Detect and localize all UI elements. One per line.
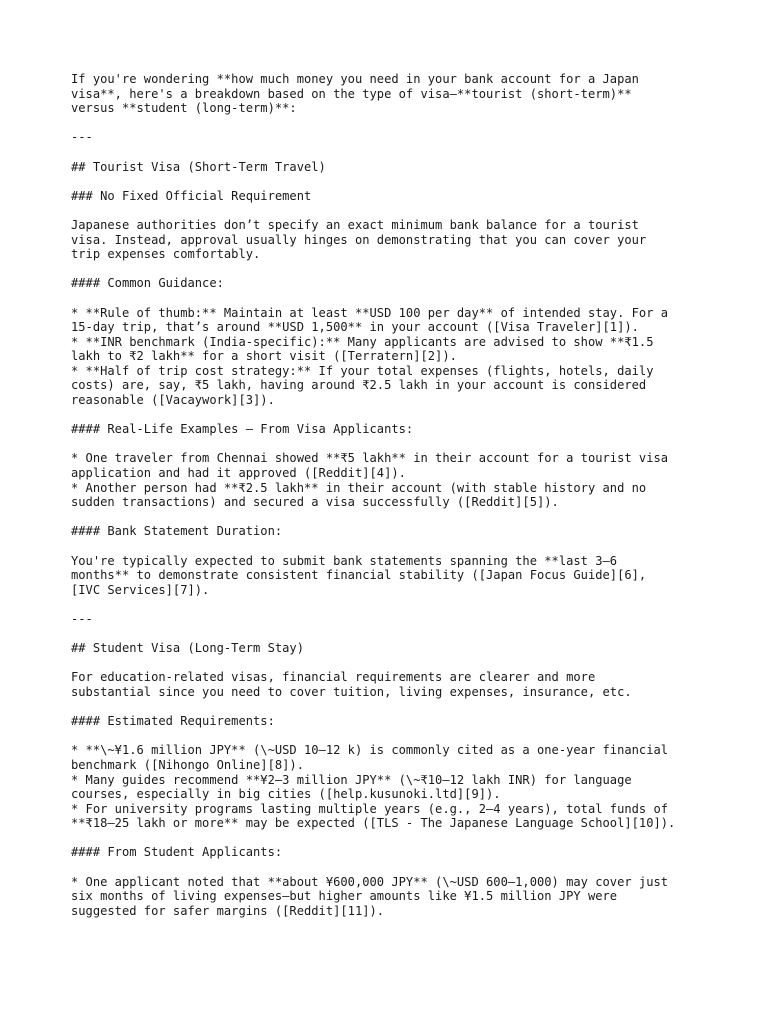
text-line: suggested for safer margins ([Reddit][11]). [71,903,385,918]
list-item: * Another person had **₹2.5 lakh** in their account (with stable history and no [71,480,647,495]
text-line: six months of living expenses—but higher amounts like ¥1.5 million JPY were [71,889,618,904]
text-line: 15-day trip, that’s around **USD 1,500** in your account ([Visa Traveler][1]). [71,320,639,335]
subsection-heading: #### Common Guidance: [71,276,224,291]
blank-line [71,656,751,671]
blank-line [71,203,751,218]
blank-line [71,437,751,452]
text-line: For education-related visas, financial requirements are clearer and more [71,670,596,685]
section-heading: ## Tourist Visa (Short-Term Travel) [71,159,326,174]
blank-line [71,539,751,554]
list-item: * **INR benchmark (India-specific):** Many applicants are advised to show **₹1.5 [71,334,654,349]
markdown-document [71,72,751,918]
blank-line [71,700,751,715]
blank-line [71,597,751,612]
text-line: sudden transactions) and secured a visa successfully ([Reddit][5]). [71,495,559,510]
list-item: * One traveler from Chennai showed **₹5 lakh** in their account for a tourist visa [71,451,669,466]
text-line: costs) are, say, ₹5 lakh, having around ₹2.5 lakh in your account is considered [71,378,647,393]
blank-line [71,408,751,423]
list-item: * For university programs lasting multiple years (e.g., 2–4 years), total funds of [71,801,669,816]
section-heading: ## Student Visa (Long-Term Stay) [71,641,304,656]
text-line: You're typically expected to submit bank statements spanning the **last 3–6 [71,553,618,568]
text-line: trip expenses comfortably. [71,247,261,262]
text-line: reasonable ([Vacaywork][3]). [71,393,275,408]
list-item: * **Rule of thumb:** Maintain at least **USD 100 per day** of intended stay. For a [71,305,669,320]
text-line: **₹18–25 lakh or more** may be expected ([TLS - The Japanese Language School][10]). [71,816,676,831]
text-line: [IVC Services][7]). [71,582,210,597]
blank-line [71,116,751,131]
blank-line [71,831,751,846]
text-line: If you're wondering **how much money you need in your bank account for a Japan [71,72,639,86]
text-line: visa**, here's a breakdown based on the type of visa—**tourist (short-term)** [71,86,632,101]
blank-line [71,627,751,642]
text-line: courses, especially in big cities ([help.kusunoki.ltd][9]). [71,787,501,802]
text-line: months** to demonstrate consistent financial stability ([Japan Focus Guide][6], [71,568,647,583]
blank-line [71,145,751,160]
subsection-heading: #### Estimated Requirements: [71,714,275,729]
text-line: versus **student (long-term)**: [71,101,297,116]
list-item: * **\~¥1.6 million JPY** (\~USD 10–12 k) is commonly cited as a one-year financial [71,743,669,758]
text-line: substantial since you need to cover tuition, living expenses, insurance, etc. [71,684,632,699]
blank-line [71,174,751,189]
blank-line [71,510,751,525]
subsection-heading: #### From Student Applicants: [71,845,283,860]
horizontal-rule: --- [71,611,93,626]
blank-line [71,860,751,875]
blank-line [71,729,751,744]
text-line: benchmark ([Nihongo Online][8]). [71,757,304,772]
list-item: * Many guides recommend **¥2–3 million JPY** (\~₹10–12 lakh INR) for language [71,772,632,787]
text-line: visa. Instead, approval usually hinges on demonstrating that you can cover your [71,232,647,247]
blank-line [71,262,751,277]
subsection-heading: #### Real-Life Examples — From Visa Applicants: [71,422,414,437]
blank-line [71,291,751,306]
subsection-heading: #### Bank Statement Duration: [71,524,283,539]
text-line: lakh to ₹2 lakh** for a short visit ([Terratern][2]). [71,349,457,364]
list-item: * **Half of trip cost strategy:** If your total expenses (flights, hotels, daily [71,363,654,378]
horizontal-rule: --- [71,130,93,145]
list-item: * One applicant noted that **about ¥600,000 JPY** (\~USD 600–1,000) may cover just [71,874,669,889]
section-subheading: ### No Fixed Official Requirement [71,188,312,203]
text-line: Japanese authorities don’t specify an exact minimum bank balance for a tourist [71,217,639,232]
text-line: application and had it approved ([Reddit][4]). [71,466,406,481]
